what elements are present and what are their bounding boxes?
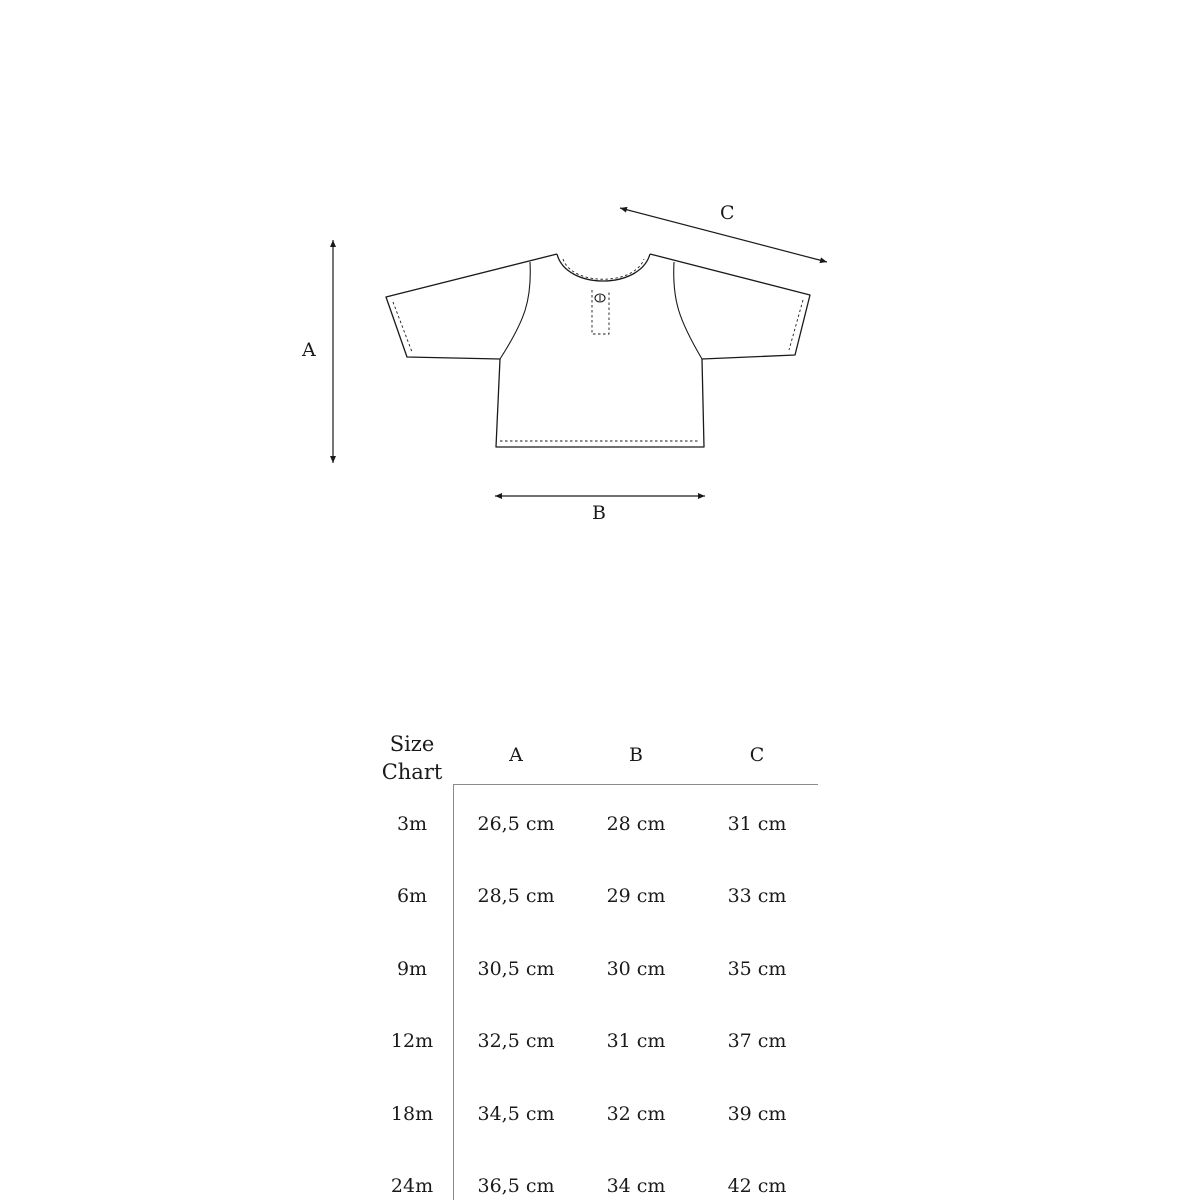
size-chart-title-line2: Chart xyxy=(381,760,443,784)
table-cell-a: 26,5 cm xyxy=(477,813,555,835)
dimension-label-c: C xyxy=(720,202,735,224)
table-cell-b: 32 cm xyxy=(606,1103,666,1125)
row-size-label: 18m xyxy=(390,1103,434,1125)
table-cell-c: 33 cm xyxy=(727,885,787,907)
table-cell-a: 32,5 cm xyxy=(477,1030,555,1052)
row-size-label: 9m xyxy=(396,958,428,980)
size-chart-title xyxy=(352,730,472,786)
header-rule xyxy=(454,784,818,785)
row-size-label: 24m xyxy=(390,1175,434,1197)
table-cell-c: 37 cm xyxy=(727,1030,787,1052)
size-chart-title-line1: Size xyxy=(389,732,435,756)
table-cell-b: 28 cm xyxy=(606,813,666,835)
column-header-a: A xyxy=(509,744,523,766)
column-header-c: C xyxy=(749,744,765,766)
dimension-label-a: A xyxy=(302,339,316,361)
table-cell-c: 31 cm xyxy=(727,813,787,835)
table-cell-c: 35 cm xyxy=(727,958,787,980)
row-size-label: 12m xyxy=(390,1030,434,1052)
table-cell-b: 30 cm xyxy=(606,958,666,980)
table-cell-c: 42 cm xyxy=(727,1175,787,1197)
row-size-label: 3m xyxy=(396,813,428,835)
table-cell-b: 31 cm xyxy=(606,1030,666,1052)
table-cell-a: 36,5 cm xyxy=(477,1175,555,1197)
table-cell-a: 28,5 cm xyxy=(477,885,555,907)
size-column-rule xyxy=(453,784,454,1200)
table-cell-a: 34,5 cm xyxy=(477,1103,555,1125)
row-size-label: 6m xyxy=(396,885,428,907)
dimension-label-b: B xyxy=(592,502,606,524)
column-header-b: B xyxy=(629,744,643,766)
table-cell-a: 30,5 cm xyxy=(477,958,555,980)
table-cell-b: 34 cm xyxy=(606,1175,666,1197)
table-cell-b: 29 cm xyxy=(606,885,666,907)
table-cell-c: 39 cm xyxy=(727,1103,787,1125)
